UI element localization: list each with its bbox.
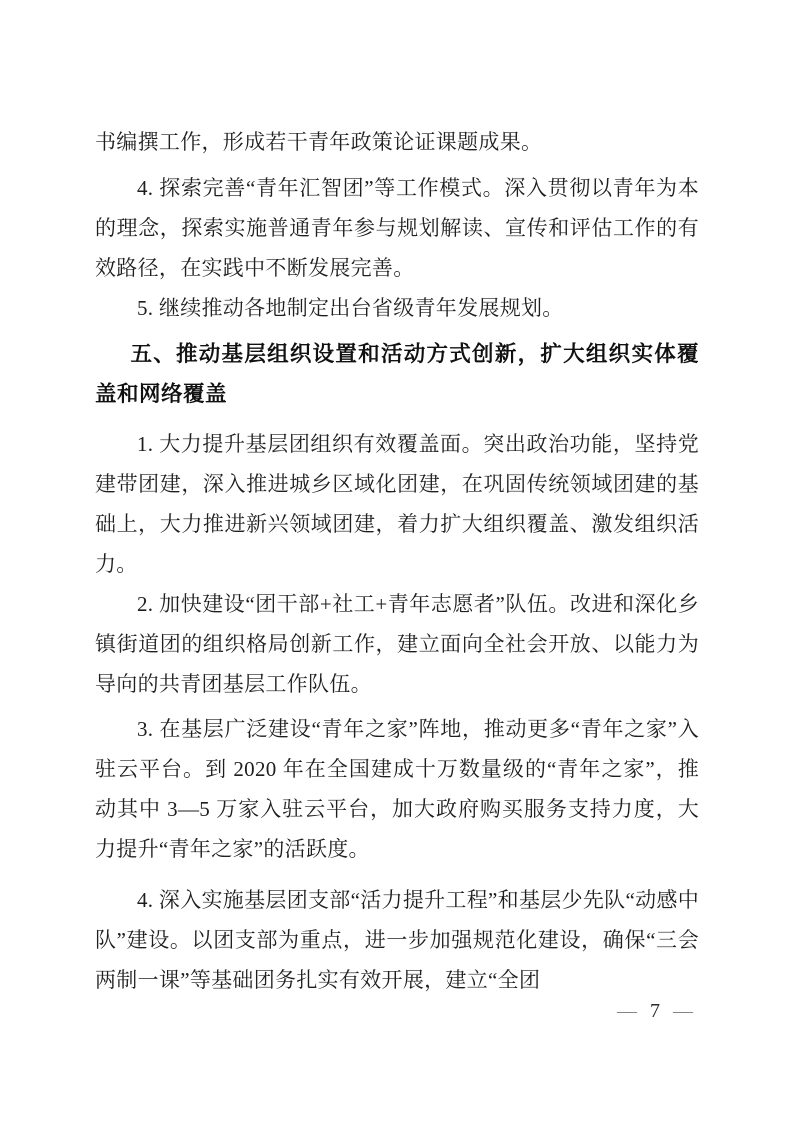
document-content xyxy=(95,122,699,1000)
page-number-dash-left: — xyxy=(617,1000,637,1022)
paragraph-continuation: 书编撰工作，形成若干青年政策论证课题成果。 xyxy=(95,130,543,154)
paragraph-item-4-vitality-project: 4. 深入实施基层团支部“活力提升工程”和基层少先队“动感中队”建设。以团支部为重点，进一步加强规范化建设，确保“三会两制一课”等基础团务扎实有效开展，建立“全团 xyxy=(95,888,699,992)
page-number xyxy=(617,1000,693,1023)
paragraph-item-3-youth-home: 3. 在基层广泛建设“青年之家”阵地，推动更多“青年之家”入驻云平台。到 2020 年在全国建成十万数量级的“青年之家”，推动其中 3—5 万家入驻云平台，加大政府购买服务支持力度，大力提升“青年之家”的活跃度。 xyxy=(95,717,699,861)
paragraph-item-2-teams: 2. 加快建设“团干部+社工+青年志愿者”队伍。改进和深化乡镇街道团的组织格局创新工作，建立面向全社会开放、以能力为导向的共青团基层工作队伍。 xyxy=(95,592,699,696)
paragraph-item-1-coverage: 1. 大力提升基层团组织有效覆盖面。突出政治功能，坚持党建带团建，深入推进城乡区域化团建，在巩固传统领域团建的基础上，大力推进新兴领域团建，着力扩大组织覆盖、激发组织活力。 xyxy=(95,432,699,576)
page-number-value: 7 xyxy=(650,1000,660,1022)
paragraph-item-4-explore: 4. 探索完善“青年汇智团”等工作模式。深入贯彻以青年为本的理念，探索实施普通青年参与规划解读、宣传和评估工作的有效路径，在实践中不断发展完善。 xyxy=(95,176,699,280)
section-heading-5: 五、推动基层组织设置和活动方式创新，扩大组织实体覆盖和网络覆盖 xyxy=(95,342,699,406)
paragraph-item-5-provincial-plans: 5. 继续推动各地制定出台省级青年发展规划。 xyxy=(137,296,564,320)
page-number-dash-right: — xyxy=(673,1000,693,1022)
